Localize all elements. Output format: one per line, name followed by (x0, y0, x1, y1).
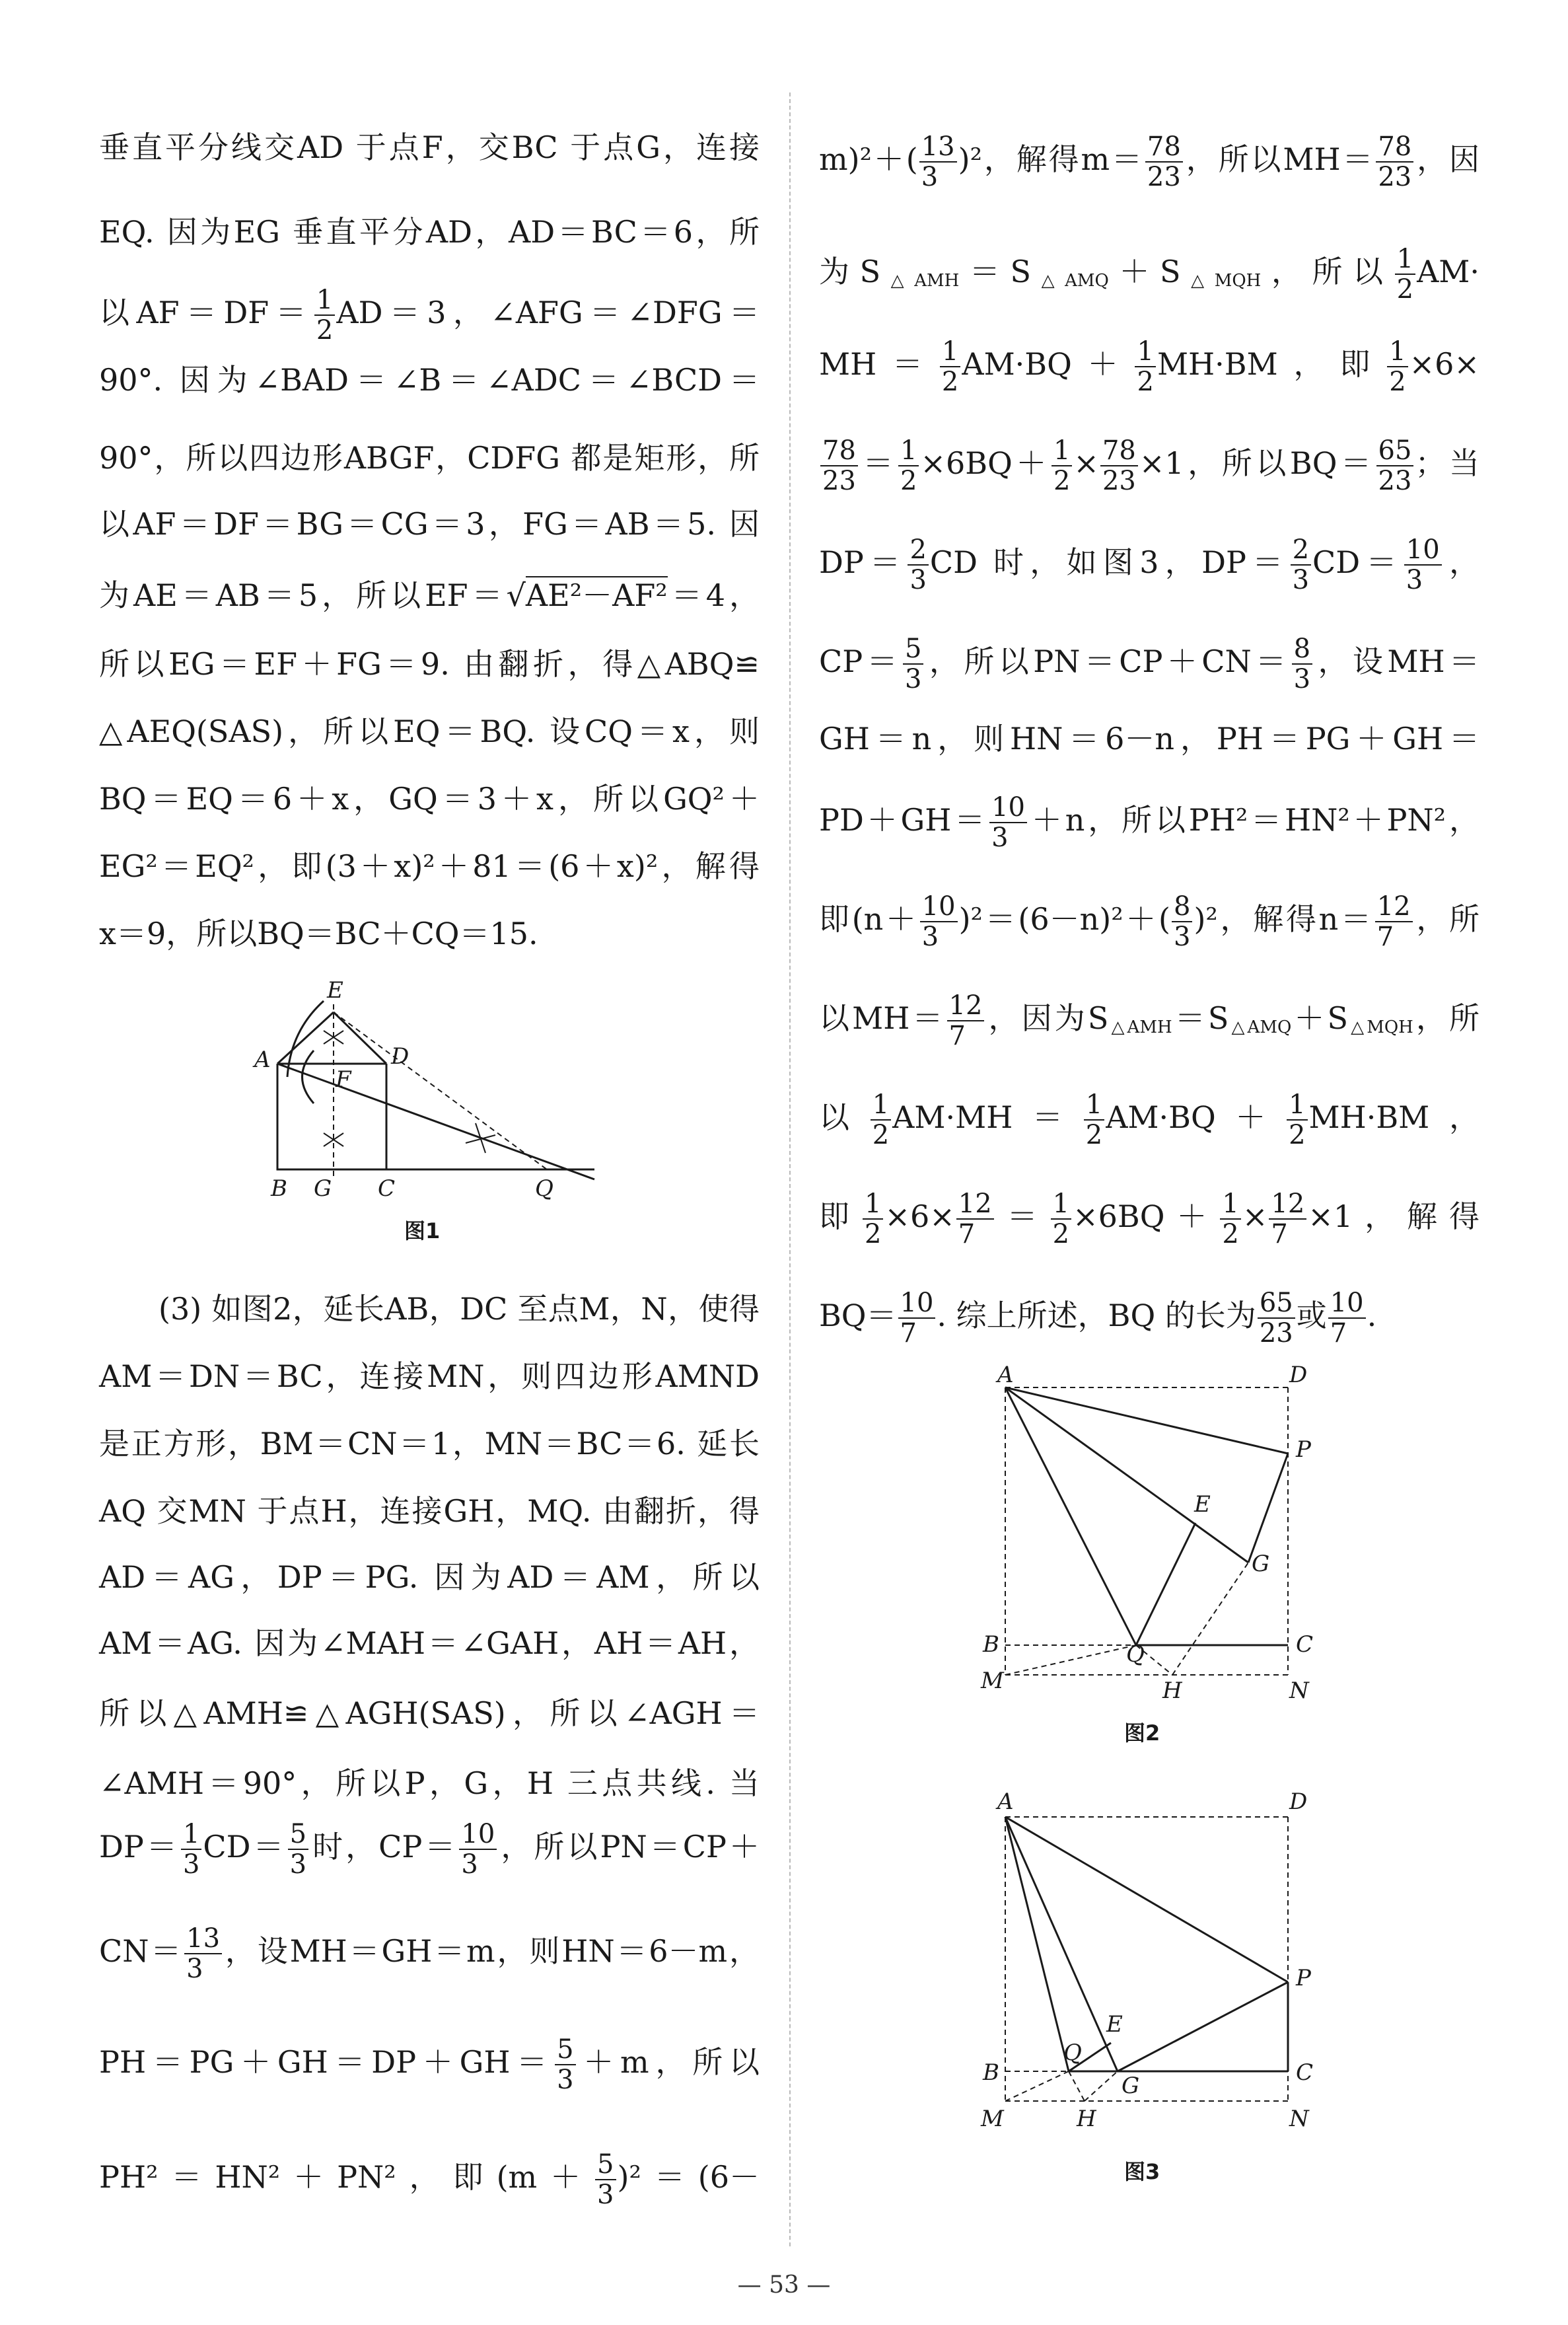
fraction: $\frac{1}{2}$ (898, 436, 919, 496)
segment-ae (277, 1012, 334, 1064)
text-line: CP＝ $\frac{5}{3}$ ，所以PN＝CP＋CN＝ $\frac{8}{3}$ ，设MH＝ (819, 634, 1479, 694)
text-line: PH＝PG＋GH＝DP＋GH＝ $\frac{5}{3}$ ＋m，所以 (99, 2034, 760, 2095)
text-line: 为$S_{\triangle AMH}=S_{\triangle AMQ}+S_{\triangle MQH}$，所以 $\frac{1}{2}$ AM· (819, 244, 1480, 305)
fraction: $\frac{1}{2}$ (1051, 436, 1072, 496)
text-line: AM＝DN＝BC，连接MN，则四边形AMND (99, 1358, 760, 1394)
fraction: $\frac{65}{23}$ (1376, 436, 1414, 496)
label-b: B (983, 2059, 999, 2086)
text-line: PH²＝HN²＋PN²，即(m＋ $\frac{5}{3}$ )²＝(6－ (99, 2149, 760, 2210)
fraction: $\frac{5}{3}$ (555, 2035, 575, 2094)
sqrt-symbol: √ (506, 577, 526, 613)
fraction: $\frac{5}{3}$ (288, 1820, 308, 1879)
column-divider (789, 92, 791, 2246)
text-line: GH＝n，则HN＝6－n，PH＝PG＋GH＝ (819, 721, 1479, 757)
text-line: m)²＋( $\frac{13}{3}$ )²，解得m＝ $\frac{78}{23}$ ，所以MH＝ $\frac{78}{23}$ ，因 (819, 131, 1480, 192)
fraction: $\frac{1}{2}$ (863, 1189, 883, 1249)
text-line: 所以EG＝EF＋FG＝9. 由翻折，得△ABQ≌ (99, 646, 760, 682)
label-h: H (1077, 2106, 1096, 2132)
fraction: $\frac{13}{3}$ (184, 1924, 222, 1983)
label-m: M (981, 1668, 1004, 1694)
label-p: P (1296, 1436, 1311, 1463)
text-line: 是正方形，BM＝CN＝1，MN＝BC＝6. 延长 (99, 1426, 760, 1461)
fraction: $\frac{8}{3}$ (1172, 892, 1192, 951)
text-line: $\frac{78}{23}$ ＝ $\frac{1}{2}$ ×6BQ＋ $\frac{1}{2}$ × $\frac{78}{23}$ ×1，所以BQ＝ $\frac{65}{23}$ ；当 (819, 436, 1479, 496)
fraction: $\frac{1}{2}$ (1135, 337, 1155, 396)
fraction: $\frac{13}{3}$ (919, 132, 957, 192)
page-number: — 53 — (737, 2271, 831, 2299)
fraction: $\frac{1}{2}$ (1287, 1090, 1307, 1150)
text-line: AM＝AG. 因为∠MAH＝∠GAH，AH＝AH， (99, 1625, 760, 1661)
label-e: E (1106, 2011, 1123, 2038)
figure-2 (971, 1361, 1341, 1707)
fraction: $\frac{2}{3}$ (1291, 535, 1311, 595)
text-line: DP＝ $\frac{2}{3}$ CD 时，如图3，DP＝ $\frac{2}{3}$ CD＝ $\frac{10}{3}$ ， (819, 535, 1479, 595)
fraction: $\frac{65}{23}$ (1258, 1288, 1295, 1348)
fraction: $\frac{1}{2}$ (1387, 337, 1408, 396)
radicand: AE²－AF² (525, 577, 668, 613)
label-c: C (1296, 1631, 1314, 1658)
label-c: C (378, 1175, 396, 1202)
text-line: 即 $\frac{1}{2}$ ×6× $\frac{12}{7}$ ＝ $\frac{1}{2}$ ×6BQ＋ $\frac{1}{2}$ × $\frac{12}{7}$ ×1，解得 (819, 1189, 1480, 1249)
text-line: EG²＝EQ²，即(3＋x)²＋81＝(6＋x)²，解得 (99, 848, 760, 884)
fraction: $\frac{1}{2}$ (871, 1090, 891, 1150)
label-b: B (271, 1175, 287, 1202)
label-g: G (1122, 2073, 1140, 2099)
text-line: 以AF＝DF＝BG＝CG＝3，FG＝AB＝5. 因 (99, 506, 760, 542)
text-line: DP＝ $\frac{1}{3}$ CD＝ $\frac{5}{3}$ 时，CP＝ $\frac{10}{3}$ ，所以PN＝CP＋ (99, 1819, 760, 1880)
label-n: N (1289, 1678, 1309, 1704)
fraction: $\frac{78}{23}$ (1145, 132, 1183, 192)
label-d: D (391, 1043, 410, 1070)
text-line: 90°. 因为∠BAD＝∠B＝∠ADC＝∠BCD＝ (99, 362, 760, 398)
text-line: 即(n＋ $\frac{10}{3}$ )²＝(6－n)²＋( $\frac{8}{3}$ )²，解得n＝ $\frac{12}{7}$ ，所 (819, 891, 1480, 952)
text-line: BQ＝ $\frac{10}{7}$ . 综上所述，BQ 的长为 $\frac{65}{23}$ 或 $\frac{10}{7}$ . (819, 1288, 1377, 1348)
text-line: AD＝AG，DP＝PG. 因为AD＝AM，所以 (99, 1559, 760, 1595)
text-line: PD＋GH＝ $\frac{10}{3}$ ＋n，所以PH²＝HN²＋PN²， (819, 792, 1479, 853)
fraction: $\frac{10}{7}$ (1328, 1288, 1366, 1348)
text-line: 为AE＝AB＝5，所以EF＝√AE²－AF²＝4， (99, 577, 760, 613)
rectangle-abcd (277, 1064, 386, 1169)
figure-1-caption: 图1 (404, 1218, 441, 1243)
text-line: △AEQ(SAS)，所以EQ＝BQ. 设CQ＝x，则 (99, 714, 760, 749)
text-line: EQ. 因为EG 垂直平分AD，AD＝BC＝6，所 (99, 214, 760, 250)
fraction: $\frac{78}{23}$ (820, 436, 858, 496)
fraction: $\frac{12}{7}$ (1375, 892, 1413, 951)
fraction: $\frac{1}{2}$ (314, 285, 335, 345)
figure-3-caption: 图3 (1124, 2159, 1160, 2184)
fraction: $\frac{8}{3}$ (1292, 634, 1312, 694)
label-b: B (983, 1631, 999, 1658)
label-e: E (1194, 1491, 1211, 1518)
text-line: (3) 如图2，延长AB，DC 至点M，N，使得 (159, 1291, 760, 1327)
fraction: $\frac{12}{7}$ (947, 991, 985, 1051)
text-line: MH＝ $\frac{1}{2}$ AM·BQ＋ $\frac{1}{2}$ MH·BM，即 $\frac{1}{2}$ ×6× (819, 336, 1479, 397)
fraction: $\frac{10}{3}$ (1404, 535, 1442, 595)
label-p: P (1296, 1965, 1311, 1991)
label-h: H (1162, 1678, 1182, 1704)
fraction: $\frac{1}{2}$ (940, 337, 960, 396)
fraction: $\frac{78}{23}$ (1376, 132, 1413, 192)
label-m: M (981, 2106, 1004, 2132)
fraction: $\frac{2}{3}$ (908, 535, 928, 595)
label-a: A (997, 1789, 1014, 1815)
label-e: E (327, 978, 343, 1004)
fraction: $\frac{10}{3}$ (989, 793, 1027, 852)
text-line: 90°，所以四边形ABGF，CDFG 都是矩形，所 (99, 440, 760, 476)
fraction: $\frac{5}{3}$ (903, 634, 923, 694)
fraction: $\frac{1}{3}$ (181, 1820, 201, 1879)
label-n: N (1289, 2106, 1309, 2132)
label-g: G (314, 1175, 332, 1202)
segment-eq (334, 1012, 547, 1169)
fraction: $\frac{1}{2}$ (1051, 1189, 1071, 1249)
label-c: C (1296, 2059, 1314, 2086)
fraction: $\frac{12}{7}$ (956, 1189, 994, 1249)
fraction: $\frac{12}{7}$ (1269, 1189, 1306, 1249)
fraction: $\frac{10}{7}$ (898, 1288, 936, 1348)
segment-aq (277, 1064, 594, 1179)
text-line: 以 $\frac{1}{2}$ AM·MH＝ $\frac{1}{2}$ AM·BQ＋ $\frac{1}{2}$ MH·BM， (819, 1089, 1479, 1150)
text-line: 垂直平分线交AD 于点F，交BC 于点G，连接 (99, 129, 760, 165)
text-line: 以AF＝DF＝ $\frac{1}{2}$ AD＝3，∠AFG＝∠DFG＝ (99, 285, 760, 346)
label-q: Q (1063, 2040, 1082, 2066)
text-line: BQ＝EQ＝6＋x，GQ＝3＋x，所以GQ²＋ (99, 781, 760, 817)
figure-3 (971, 1784, 1341, 2143)
label-d: D (1289, 1362, 1308, 1388)
fraction: $\frac{1}{2}$ (1084, 1090, 1104, 1150)
text-line: CN＝ $\frac{13}{3}$ ，设MH＝GH＝m，则HN＝6－m， (99, 1923, 760, 1984)
label-d: D (1289, 1789, 1308, 1815)
figure-2-caption: 图2 (1124, 1720, 1160, 1746)
label-a: A (997, 1362, 1014, 1388)
label-q: Q (1126, 1641, 1145, 1668)
fraction: $\frac{1}{2}$ (1220, 1189, 1240, 1249)
figure-1 (251, 978, 621, 1245)
text-line: AQ 交MN 于点H，连接GH，MQ. 由翻折，得 (99, 1493, 760, 1529)
label-g: G (1252, 1551, 1270, 1577)
text-line: 所以△AMH≌△AGH(SAS)，所以∠AGH＝ (99, 1695, 760, 1731)
label-q: Q (535, 1175, 553, 1202)
fraction: $\frac{10}{3}$ (920, 892, 958, 951)
text-line: ∠AMH＝90°，所以P，G，H 三点共线. 当 (99, 1765, 760, 1801)
text-line: x＝9，所以BQ＝BC＋CQ＝15. (99, 916, 538, 951)
fraction: $\frac{1}{2}$ (1395, 244, 1415, 304)
segment-ed (334, 1012, 386, 1064)
label-a: A (254, 1047, 271, 1073)
fraction: $\frac{10}{3}$ (459, 1820, 497, 1879)
fraction: $\frac{78}{23}$ (1100, 436, 1138, 496)
text-line: 以MH＝ $\frac{12}{7}$ ，因为$S_{\triangle AMH}=S_{\triangle AMQ}+S_{\triangle MQH}$，所 (819, 990, 1480, 1051)
fraction: $\frac{5}{3}$ (595, 2150, 616, 2209)
label-f: F (336, 1066, 351, 1093)
